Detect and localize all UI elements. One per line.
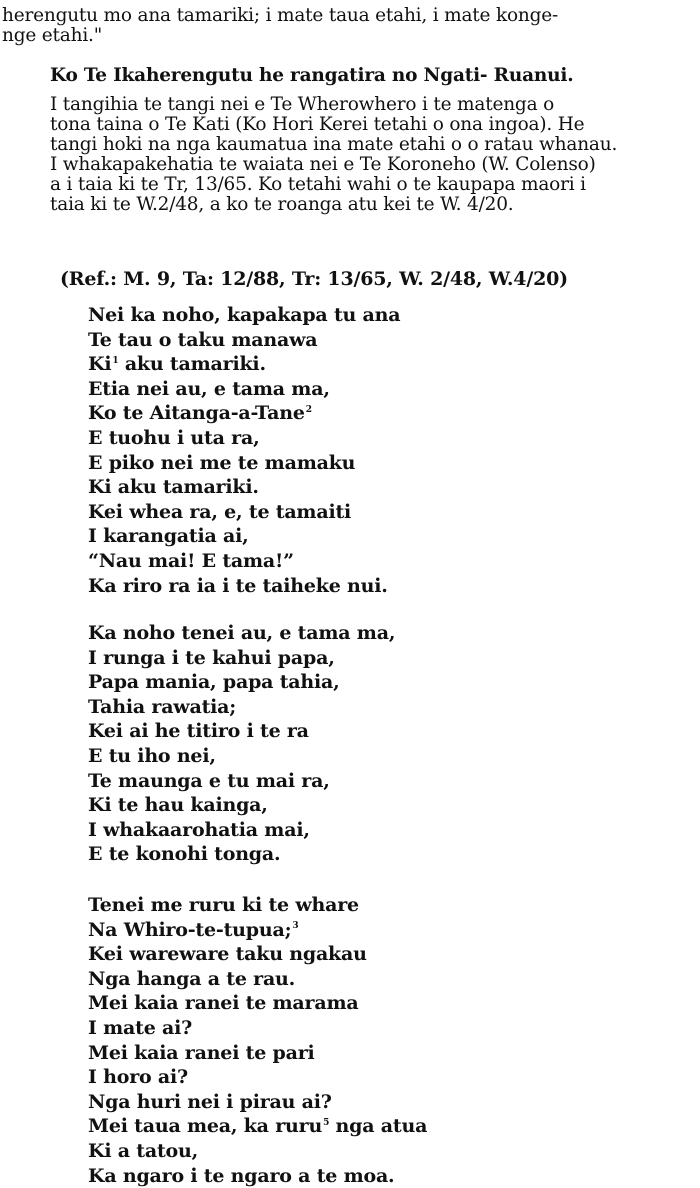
poem-line-text: Etia nei au, e tama ma,	[88, 377, 330, 400]
text-line: taia ki te W.2/48, a ko te roanga atu kei te W. 4/20.	[50, 194, 514, 215]
poem-line-text: E tuohu i uta ra,	[88, 426, 260, 449]
poem-line	[88, 967, 427, 992]
poem-line	[88, 328, 400, 353]
poem-line-text: Nga hanga a te rau.	[88, 967, 296, 990]
poem-line	[88, 1016, 427, 1041]
poem-line-text: Ki te hau kainga,	[88, 794, 268, 817]
poem-line-text: Ki aku tamariki.	[88, 476, 259, 499]
poem-line-text: Ki	[88, 353, 112, 376]
text-line: tona taina o Te Kati (Ko Hori Kerei tetahi o ona ingoa). He	[50, 114, 585, 135]
text-line: Ko Te Ikaherengutu he rangatira no Ngati- Ruanui.	[50, 65, 574, 86]
poem-line	[88, 842, 395, 867]
poem-line	[88, 1041, 427, 1066]
poem-line	[88, 475, 400, 500]
poem-line-text: Te maunga e tu mai ra,	[88, 769, 330, 792]
poem-line-text: Mei kaia ranei te marama	[88, 992, 359, 1015]
poem-line	[88, 303, 400, 328]
poem-line-text: Ki a tatou,	[88, 1139, 199, 1162]
poem-line	[88, 352, 400, 377]
footnote-marker: 5	[323, 1118, 330, 1129]
poem-line	[88, 818, 395, 843]
text-line: nge etahi."	[2, 25, 103, 46]
poem-line-text: E te konohi tonga.	[88, 843, 281, 866]
footnote-marker: 1	[112, 355, 119, 366]
poem-line-text: Ko te Aitanga-a-Tane	[88, 402, 305, 425]
intro-paragraph-continuation	[2, 6, 698, 46]
poem-line	[88, 719, 395, 744]
poem-line-text: Ka ngaro i te ngaro a te moa.	[88, 1164, 395, 1187]
poem-line	[88, 426, 400, 451]
poem-line-text-after-note: aku tamariki.	[118, 353, 266, 376]
poem-line	[88, 621, 395, 646]
footnote-marker: 2	[305, 405, 312, 416]
poem-line-text: Nga huri nei i pirau ai?	[88, 1090, 332, 1113]
poem-line	[88, 377, 400, 402]
chief-note-paragraph	[2, 66, 698, 86]
poem-line-text: Kei whea ra, e, te tamaiti	[88, 500, 352, 523]
poem-line	[88, 918, 427, 943]
poem-line-text: Mei kaia ranei te pari	[88, 1041, 315, 1064]
footnote-marker: 3	[292, 921, 299, 932]
poem-line	[88, 500, 400, 525]
poem-line	[88, 451, 400, 476]
text-line: a i taia ki te Tr, 13/65. Ko tetahi wahi o te kaupapa maori i	[50, 174, 586, 195]
poem-line-text: Ka noho tenei au, e tama ma,	[88, 622, 396, 644]
poem-line	[88, 744, 395, 769]
text-line: tangi hoki na nga kaumatua ina mate etahi o o ratau whanau.	[50, 134, 618, 155]
poem-line	[88, 893, 427, 918]
text-line: herengutu mo ana tamariki; i mate taua etahi, i mate konge-	[2, 5, 559, 26]
poem-line	[88, 769, 395, 794]
poem-line	[88, 646, 395, 671]
poem-line	[88, 1114, 427, 1139]
poem-line	[88, 670, 395, 695]
poem-line	[88, 942, 427, 967]
poem-stanza-1	[88, 303, 400, 598]
poem-line-text: “Nau mai! E tama!”	[88, 549, 294, 572]
poem-line	[88, 793, 395, 818]
poem-line-text: I whakaarohatia mai,	[88, 818, 310, 841]
poem-line-text: Na Whiro-te-tupua;	[88, 918, 292, 941]
lament-description-paragraph	[2, 95, 698, 215]
text-line: I whakapakehatia te waiata nei e Te Koroneho (W. Colenso)	[50, 154, 596, 175]
poem-line	[88, 524, 400, 549]
poem-line	[88, 1090, 427, 1115]
poem-stanza-3	[88, 893, 427, 1188]
poem-line	[88, 1139, 427, 1164]
poem-line-text: Kei wareware taku ngakau	[88, 943, 367, 966]
poem-line	[88, 1065, 427, 1090]
poem-line	[88, 574, 400, 599]
poem-line-text: I karangatia ai,	[88, 525, 249, 548]
poem-stanza-2	[88, 621, 395, 867]
poem-line-text-after-note: nga atua	[329, 1115, 428, 1138]
poem-line	[88, 695, 395, 720]
poem-line-text: Nei ka noho, kapakapa tu ana	[88, 304, 401, 326]
poem-line-text: Papa mania, papa tahia,	[88, 671, 340, 694]
reference-line: (Ref.: M. 9, Ta: 12/88, Tr: 13/65, W. 2/48, W.4/20)	[60, 268, 568, 290]
text-line: I tangihia te tangi nei e Te Wherowhero i te matenga o	[50, 94, 555, 115]
poem-line-text: Mei taua mea, ka ruru	[88, 1115, 323, 1138]
poem-line	[88, 549, 400, 574]
poem-line-text: E piko nei me te mamaku	[88, 451, 356, 474]
poem-line-text: E tu iho nei,	[88, 744, 216, 767]
poem-line-text: I runga i te kahui papa,	[88, 646, 335, 669]
poem-line-text: I horo ai?	[88, 1066, 188, 1089]
poem-line-text: Te tau o taku manawa	[88, 328, 318, 351]
poem-line-text: Tahia rawatia;	[88, 695, 237, 718]
poem-line	[88, 401, 400, 426]
poem-line-text: Kei ai he titiro i te ra	[88, 720, 309, 743]
poem-line-text: Tenei me ruru ki te whare	[88, 894, 359, 916]
poem-line-text: I mate ai?	[88, 1016, 193, 1039]
poem-line	[88, 1164, 427, 1188]
poem-line	[88, 991, 427, 1016]
poem-line-text: Ka riro ra ia i te taiheke nui.	[88, 574, 388, 597]
